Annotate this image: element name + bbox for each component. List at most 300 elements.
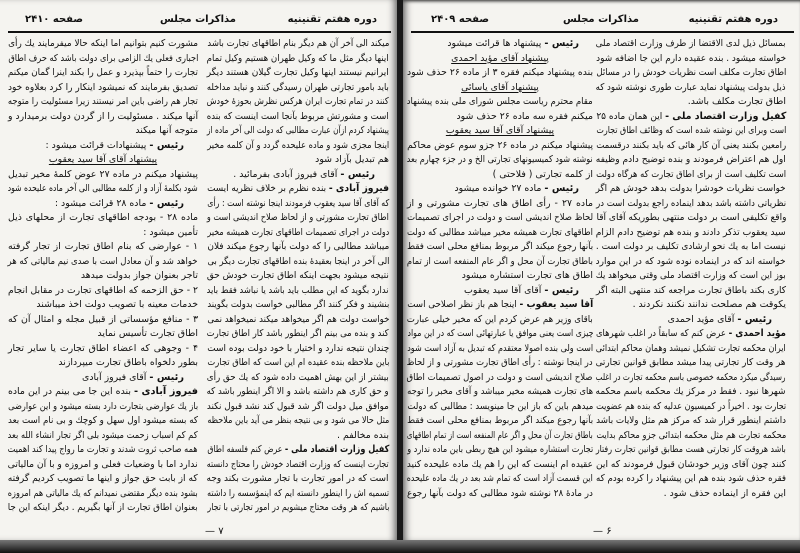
line-body: کنند در تمام تجارت ایران هرکس نظرش بحوزهٔ خودش xyxy=(207,96,389,107)
line-body: موافق میل دولت اگر شد قبول کند نشد قبول نکند xyxy=(207,400,389,412)
text-line xyxy=(596,429,786,444)
text-line xyxy=(207,95,389,110)
line-body: خواسته میشود . بنده عقیده دارم این جا اضافه شود xyxy=(596,52,786,64)
line-body: ایران محکمه تجارت تشکیل نمیشد وهمان محاکم ابتدائی xyxy=(596,342,786,354)
text-line xyxy=(207,400,389,415)
line-text xyxy=(407,139,593,154)
text-line xyxy=(207,197,389,212)
line-text xyxy=(207,110,389,125)
line-body: خواست نظریات خودشرا بدولت بدهد خودش هم اگر xyxy=(596,183,786,194)
line-body: مشورت کنیم بتوانیم اما اینکه حالا میفرمایند یك رأی xyxy=(8,38,198,49)
line-text xyxy=(407,443,593,458)
line-text xyxy=(207,240,389,255)
line-body: اینجا هم باز نظر اصلاحی است xyxy=(407,299,520,310)
text-line xyxy=(596,269,786,284)
line-text xyxy=(596,342,786,357)
session-label: دوره هفتم تقنینیه xyxy=(287,14,377,25)
line-text xyxy=(456,110,593,125)
line-body: کاری بکند باطاق تجارت مراجعه کند منتهی البته اگر xyxy=(596,284,786,296)
text-line xyxy=(207,313,389,328)
line-body: اطاق تجارت مشورتی و از لحاظ صلاح اندیشی است و xyxy=(207,212,389,223)
speaker-line xyxy=(8,197,198,212)
line-text xyxy=(407,472,593,487)
text-line xyxy=(407,385,593,400)
line-text xyxy=(407,487,593,502)
text-line xyxy=(8,327,198,342)
line-body: چندان نتیجه ندارد و اختیار با خود دولت بوده است xyxy=(207,342,389,354)
line-text xyxy=(207,443,389,458)
text-line xyxy=(596,139,786,154)
line-body: میکنم فقره سه ماده ۲۶ حذف شود xyxy=(456,110,593,122)
text-line xyxy=(207,139,389,154)
line-text xyxy=(207,458,389,473)
line-text xyxy=(8,37,198,52)
line-text xyxy=(8,385,198,400)
line-text xyxy=(207,385,389,400)
text-line xyxy=(407,429,593,444)
text-line xyxy=(596,197,786,212)
text-line xyxy=(407,139,593,154)
line-text xyxy=(207,414,389,429)
text-line xyxy=(8,37,198,52)
line-body: باطاق تجارت آن محل و اگر عام المنفعه است از تمام xyxy=(407,255,593,267)
line-text xyxy=(8,81,198,96)
text-line xyxy=(207,66,389,81)
speaker-line xyxy=(596,110,786,125)
line-body: عقیده ام اینست که این را هم یك ماده علیحده کنید xyxy=(407,458,593,470)
text-line xyxy=(207,414,389,429)
line-body: آقای فیروز آبادی بفرمائید . xyxy=(233,168,341,180)
speaker-line xyxy=(207,168,389,183)
proposal-heading xyxy=(8,153,198,168)
line-body: بوز این است که وزارت اقتصاد ملی وقتی میخواهد یك xyxy=(596,270,786,281)
line-body: اینها دیگر مثل ما که وکیل طهران هستیم وکیل تمام xyxy=(207,52,389,64)
text-line xyxy=(8,284,198,299)
line-body: است و مشورتش مربوط بآنجا است اینست که بنده xyxy=(207,110,389,122)
line-body: باید بامور تجارتی طهران رسیدگی کنند و نباید مداخله xyxy=(207,81,389,93)
line-body: آقای فیروز آبادی xyxy=(82,371,150,383)
line-body: خواسته اند که در اینماده نوده شود که در این موارد xyxy=(596,255,786,267)
line-text xyxy=(596,255,786,270)
line-body: پیشنهاد آقای آقا سید یعقوب xyxy=(48,154,158,165)
line-body: پیشنهاد ها قرائت میشود xyxy=(447,38,545,49)
scan-edge xyxy=(0,540,800,553)
line-body: بنشیند و فکر کنند اگر مطالبی خواست بدولت بگویند xyxy=(207,299,389,310)
header-rule xyxy=(411,31,794,33)
line-body: صلاح اندیشی است و دولت در اصول تصمیمات اطاق xyxy=(407,371,593,383)
line-body: این فقره از اینماده حذف شود . xyxy=(663,487,786,499)
text-line xyxy=(8,211,198,226)
line-text xyxy=(596,371,786,386)
line-body: رسیدگی میکرد محکمه خصوصی باسم محکمه تجارت در اغلب xyxy=(596,371,786,383)
text-line xyxy=(407,472,593,487)
line-text xyxy=(451,52,549,67)
page-footer: ۶ — xyxy=(593,526,612,537)
line-text xyxy=(337,429,389,444)
text-line xyxy=(207,472,389,487)
line-body: شود بکلمهٔ آزاد و از کلمه مطالبی الی آخر ماده علیحده شود xyxy=(8,183,198,194)
page-number: صفحه ۲۴۰۹ xyxy=(431,14,490,25)
line-text xyxy=(407,226,593,241)
line-body: در اینجا نوشته : رأی اطاق تجارت مشورتی و از لحاظ xyxy=(407,357,593,368)
text-line xyxy=(596,226,786,241)
line-body: بنده نظرم بر خلاف نظریه ایست xyxy=(207,183,329,194)
speaker-name: رئیس - xyxy=(149,197,184,209)
line-body: عرض کنم که سابقاً در اغلب شهرهای xyxy=(596,328,729,339)
text-line xyxy=(407,95,593,110)
text-line xyxy=(207,153,389,168)
line-text xyxy=(407,400,593,415)
line-body: است تکلیف است از برای اطاق تجارت که هرگاه دولت xyxy=(596,168,786,180)
text-line xyxy=(596,37,786,52)
column-right xyxy=(207,37,389,516)
line-text xyxy=(8,211,198,226)
line-body: پیشنهاد آقای آقا سید یعقوب xyxy=(445,125,555,136)
line-text xyxy=(207,66,389,81)
text-line xyxy=(407,342,593,357)
speaker-name: فیروز آبادی - xyxy=(134,386,198,397)
line-body: فقره حذف شود بنده هم این پیشنهاد را کرده بودم که xyxy=(596,473,786,484)
text-line xyxy=(407,414,593,429)
text-line xyxy=(8,95,198,110)
line-text xyxy=(461,81,539,96)
line-body: واقع تکلیفی است بر دولت منتهی بطوریکه آقای آقا xyxy=(596,212,786,223)
line-body: اطاق های تجارت استشاره میشود xyxy=(461,270,593,281)
page-footer: ۷ — xyxy=(205,526,224,537)
speaker-name: رئیس - xyxy=(340,168,375,180)
line-text xyxy=(407,429,593,444)
line-body: ماده ۲۷ - رأی اطاق های تجارت مشورتی و از xyxy=(407,197,593,209)
line-text xyxy=(596,327,786,342)
line-text xyxy=(207,95,389,110)
speaker-name: رئیس - xyxy=(737,313,772,325)
line-body: پیشنهاد آقای یاسائی xyxy=(461,81,539,93)
text-line xyxy=(8,414,198,429)
line-text xyxy=(8,255,198,270)
line-text xyxy=(55,197,184,212)
text-line xyxy=(407,458,593,473)
proposal-heading xyxy=(407,81,593,96)
line-text xyxy=(233,168,375,183)
line-text xyxy=(596,458,786,473)
text-line xyxy=(8,255,198,270)
line-body: پیشنهاد میکنم در ماده ۲۷ عوض کلمهٔ مخیر تبدیل xyxy=(8,168,198,180)
line-text xyxy=(8,52,198,67)
line-text xyxy=(596,284,786,299)
line-text xyxy=(207,139,389,154)
text-line xyxy=(596,400,786,415)
text-line xyxy=(596,153,786,168)
text-line xyxy=(596,298,786,313)
line-text xyxy=(8,66,198,81)
line-text xyxy=(407,342,593,357)
line-text xyxy=(668,313,772,328)
line-text xyxy=(407,153,593,168)
speaker-line xyxy=(8,139,198,154)
line-body: باشیم که هر وقت محتاج میشویم در امور تجارتی با تجار xyxy=(207,502,389,513)
line-text xyxy=(8,95,198,110)
text-line xyxy=(8,168,198,183)
line-body: پیشنهاد میکنم در ماده ۲۶ جزو سوم عوض محاکم xyxy=(407,139,593,151)
speaker-name: کفیل وزارت اقتصاد ملی - xyxy=(284,444,389,455)
speaker-name: رئیس - xyxy=(149,371,184,383)
line-text xyxy=(8,414,198,429)
line-text xyxy=(596,472,786,487)
line-body: میدهم باین که باز این جا مینویسد : مطالبی که دولت xyxy=(407,400,593,412)
line-body: باز یك عوارضی بتجارت دارد بسته میشود و این عوارضی xyxy=(8,400,198,412)
text-line xyxy=(596,342,786,357)
text-line xyxy=(596,472,786,487)
line-text xyxy=(596,356,786,371)
speaker-name: رئیس - xyxy=(544,284,579,296)
text-line xyxy=(596,240,786,255)
line-body: تاجر بعنوان جواز بدولت میدهد xyxy=(80,270,198,281)
line-body: اطاق تجارت مکلف باشد. xyxy=(687,96,786,107)
text-line xyxy=(407,400,593,415)
line-body: عرض کنم فلسفه اطاق xyxy=(207,444,285,455)
text-line xyxy=(407,110,593,125)
text-line xyxy=(207,501,389,516)
line-text xyxy=(8,240,198,255)
line-text xyxy=(596,124,786,139)
text-line xyxy=(407,197,593,212)
speaker-line xyxy=(407,182,593,197)
line-text xyxy=(82,371,184,386)
line-text xyxy=(8,110,198,125)
line-body: بشود بنده دیگر مقتضی نمیدانم که یك مالیاتی هم امروزه xyxy=(8,487,198,499)
line-body: رامعین بکنند یعنی آن کار هائی که باید بکنند درقسمت xyxy=(596,139,786,151)
line-text xyxy=(596,429,786,444)
line-text xyxy=(46,139,184,154)
text-line xyxy=(207,371,389,386)
line-body: اطاق تجارت مکلف است نظریات خودش را در مسائل xyxy=(596,67,786,78)
speaker-line xyxy=(8,385,198,400)
text-line xyxy=(407,240,593,255)
proposal-heading xyxy=(407,52,593,67)
line-body: پیشنهاد کردم ازآن عبارت مطالبی که دولت الی آخر ماده از xyxy=(207,125,389,136)
line-body: بآنها رجوع میکند اگر مربوط بمنافع محلی است فقط xyxy=(407,415,593,426)
line-text xyxy=(596,182,786,197)
line-text xyxy=(407,371,593,386)
line-body: شهرها نبود . فقط در مرکز یك محکمه باسم محکمه xyxy=(596,386,786,397)
line-body: ندارد اما با وضعیات فعلی و امروزه و با آن مالیاتی xyxy=(8,458,198,470)
line-body: تجارت بود . اخیراً در کمیسیون عدلیه که بنده هم عضویت xyxy=(596,400,786,412)
text-line xyxy=(8,458,198,473)
line-body: تجارت اینست که وزارت اقتصاد خودش را محتاج دانسته xyxy=(207,458,389,470)
text-line xyxy=(207,226,389,241)
page-2409 xyxy=(403,0,800,540)
line-text xyxy=(207,226,389,241)
text-line xyxy=(8,298,198,313)
speaker-line xyxy=(407,37,593,52)
line-text xyxy=(207,197,389,212)
text-line xyxy=(8,487,198,502)
text-line xyxy=(596,81,786,96)
line-text xyxy=(596,168,786,183)
line-body: از کلمه تجارتی ( فلاحتی ) xyxy=(492,168,593,180)
line-text xyxy=(464,284,579,299)
line-body: ۱ - عوارضی که بنام اطاق تجارت از تجار گرفته xyxy=(8,241,198,252)
line-text xyxy=(407,66,593,81)
text-line xyxy=(207,458,389,473)
line-body: آقای آقا سید یعقوب xyxy=(464,284,545,296)
line-body: که آقای آقا سید یعقوب فرمودند اینجا نوشته است : رأی xyxy=(207,197,389,209)
line-text xyxy=(207,472,389,487)
line-body: کند و بنده می بینم اگر اینطور باشد کار اطاق تجارت xyxy=(207,328,389,339)
line-text xyxy=(596,240,786,255)
line-body: تجارت را حتماً بپذیرد و عمل را بکند اینرا گمان میکنم xyxy=(8,67,198,78)
speaker-line xyxy=(207,443,389,458)
line-text xyxy=(8,168,198,183)
text-line xyxy=(596,487,786,502)
line-text xyxy=(407,414,593,429)
line-body: بنده این جا می بینم در این ماده xyxy=(7,386,134,397)
line-text xyxy=(596,197,786,212)
line-text xyxy=(596,414,786,429)
line-text xyxy=(596,110,786,125)
text-line xyxy=(207,37,389,52)
text-line xyxy=(407,327,593,342)
line-text xyxy=(407,298,593,313)
line-text xyxy=(8,443,198,458)
line-body: خواهد شد و آن معادل است با صدی نیم مالیاتی که هر xyxy=(8,255,198,267)
line-body: متوجه آنها میکند xyxy=(135,125,198,136)
text-line xyxy=(596,255,786,270)
line-text xyxy=(596,443,786,458)
line-body: که بسته میشود اول سهل و کوچك و بی نام است بعد xyxy=(8,415,198,426)
line-text xyxy=(8,472,198,487)
line-body: هم تبدیل بآزاد شود xyxy=(315,154,389,165)
session-label: دوره هفتم تقنینیه xyxy=(688,14,778,25)
text-line xyxy=(207,81,389,96)
line-body: میباشد مطالبی را که دولت بآنها رجوع میکند فلان xyxy=(207,241,389,252)
text-line xyxy=(596,443,786,458)
line-body: است وبرای این نوشته شده است که وظائف اطاق تجارت xyxy=(596,125,786,136)
line-body: این همان ماده ۲۵ xyxy=(596,110,665,122)
column-left xyxy=(407,37,593,501)
text-line xyxy=(407,269,593,284)
line-body: داشتم اینطور قرار شد که مرکز هم مثل ولایات باشد xyxy=(596,415,786,426)
line-text xyxy=(493,168,593,183)
line-body: کم کم اسباب زحمت میشود بلی اگر تجار انشاء الله بعد xyxy=(8,429,198,441)
line-text xyxy=(407,197,593,212)
text-line xyxy=(8,240,198,255)
book-gutter xyxy=(397,0,403,553)
text-line xyxy=(207,255,389,270)
line-body: نتیجه میشود بجهت اینکه اطاق تجارت خودش حق xyxy=(207,270,389,281)
line-body: کنند چون آقای وزیر خودشان قبول فرمودند که این xyxy=(596,458,786,470)
line-text xyxy=(407,385,593,400)
line-text xyxy=(8,501,198,516)
text-line xyxy=(207,356,389,371)
text-line xyxy=(207,298,389,313)
line-body: است که در امور تجارت با تجار مشورت بکند وجه xyxy=(207,473,389,484)
line-body: تسمیه اش را اینطور دانسته ایم که اینمؤسسه را داشته xyxy=(207,487,389,499)
line-body: تجارت استشاره میشود این هیچ ربطی باین ماده ندارد و xyxy=(407,444,593,455)
line-body: پیشنهاد آقای مؤید احمدی xyxy=(451,52,549,64)
text-line xyxy=(596,356,786,371)
text-line xyxy=(596,371,786,386)
line-text xyxy=(8,458,198,473)
text-line xyxy=(8,269,198,284)
line-text xyxy=(97,327,198,342)
text-line xyxy=(207,284,389,299)
text-line xyxy=(207,240,389,255)
line-text xyxy=(36,298,198,313)
line-body: مقام محترم ریاست مجلس شورای ملی بنده پیشنهاد xyxy=(407,96,593,107)
line-text xyxy=(462,269,593,284)
speaker-name: رئیس - xyxy=(544,183,579,194)
text-line xyxy=(407,66,593,81)
line-body: پیشنهادات قرائت میشود : xyxy=(45,139,150,151)
line-body: نیست اما به یك نحو ارشادی تکلیف بر دولت است . xyxy=(596,241,786,252)
line-text xyxy=(8,313,198,328)
line-text xyxy=(207,356,389,371)
line-body: الی آخر در اینجا بعقیدهٔ بنده اطاقهای تجارت دیگر بی xyxy=(207,255,389,267)
line-body: که از بابت حق جواز و اینها ما تصویب کردیم گرفته xyxy=(8,473,198,484)
line-body: نظریاتی داشته باشد بدهد اینماده راجع بدولت است در xyxy=(596,197,786,209)
line-body: اینجا مجزی شود و ماده علیحده گردد و آن کلمه مخیر xyxy=(207,139,389,151)
text-line xyxy=(596,124,786,139)
line-text xyxy=(8,342,198,357)
text-line xyxy=(207,487,389,502)
text-line xyxy=(8,443,198,458)
line-text xyxy=(81,269,198,284)
text-line xyxy=(596,385,786,400)
text-line xyxy=(8,110,198,125)
line-text xyxy=(8,284,198,299)
line-body: باشد هروقت کار تجارتی هست مطابق قوانین تجارت رفتار xyxy=(596,444,786,455)
line-text xyxy=(596,52,786,67)
line-text xyxy=(596,37,786,52)
line-body: یکوقت هم مصلحت ندانند نکنند نکردند . xyxy=(632,299,786,310)
text-line xyxy=(407,226,593,241)
line-body: باطاق تجارت آن محل و اگر عام المنفعه است از تمام اطاقهای xyxy=(407,429,593,441)
line-text xyxy=(407,458,593,473)
line-text xyxy=(454,182,579,197)
text-line xyxy=(407,211,593,226)
line-body: اطاق تجارت تأسیس نماید xyxy=(97,328,198,339)
line-body: لحاظ صلاح اندیشی است و دولت در اجرای تصمیمات xyxy=(407,212,593,223)
line-text xyxy=(207,327,389,342)
line-body: آنها میکند . مسئولیت را از گردن دولت برمیدارد و xyxy=(8,110,198,122)
line-text xyxy=(596,269,786,284)
line-body: تصدیق بفرمایند که نمیشود اینکار را کرد بعلاوه خود xyxy=(8,81,198,93)
line-body: ذیل بدولت پیشنهاد نماید عبارت طوری نوشته شود که xyxy=(596,81,786,93)
line-text xyxy=(207,342,389,357)
line-body: این قسمت آزاد است که تمام شد بعد در یك ماده علیحده xyxy=(407,473,593,484)
text-line xyxy=(596,211,786,226)
speaker-line xyxy=(596,327,786,342)
line-text xyxy=(633,298,786,313)
line-body: ماده ۲۷ خوانده میشود xyxy=(454,183,545,194)
line-text xyxy=(596,153,786,168)
line-text xyxy=(8,182,198,197)
line-text xyxy=(8,400,198,415)
text-line xyxy=(8,66,198,81)
line-text xyxy=(596,400,786,415)
line-text xyxy=(207,81,389,96)
text-line xyxy=(8,124,198,139)
line-body: بنده مخالفم . xyxy=(337,429,389,441)
text-line xyxy=(596,458,786,473)
speaker-line xyxy=(596,313,786,328)
line-text xyxy=(688,95,786,110)
line-body: بنده پیشنهاد میکنم فقره ۳ از ماده ۲۶ حذف شود xyxy=(407,67,593,78)
line-body: اطاقهای تجارت همیشه مخیر میباشد مطالبی که دولت xyxy=(407,226,593,238)
line-body: بطور دلخواه باطاق تجارت میپردازند xyxy=(58,357,198,368)
text-line xyxy=(596,414,786,429)
